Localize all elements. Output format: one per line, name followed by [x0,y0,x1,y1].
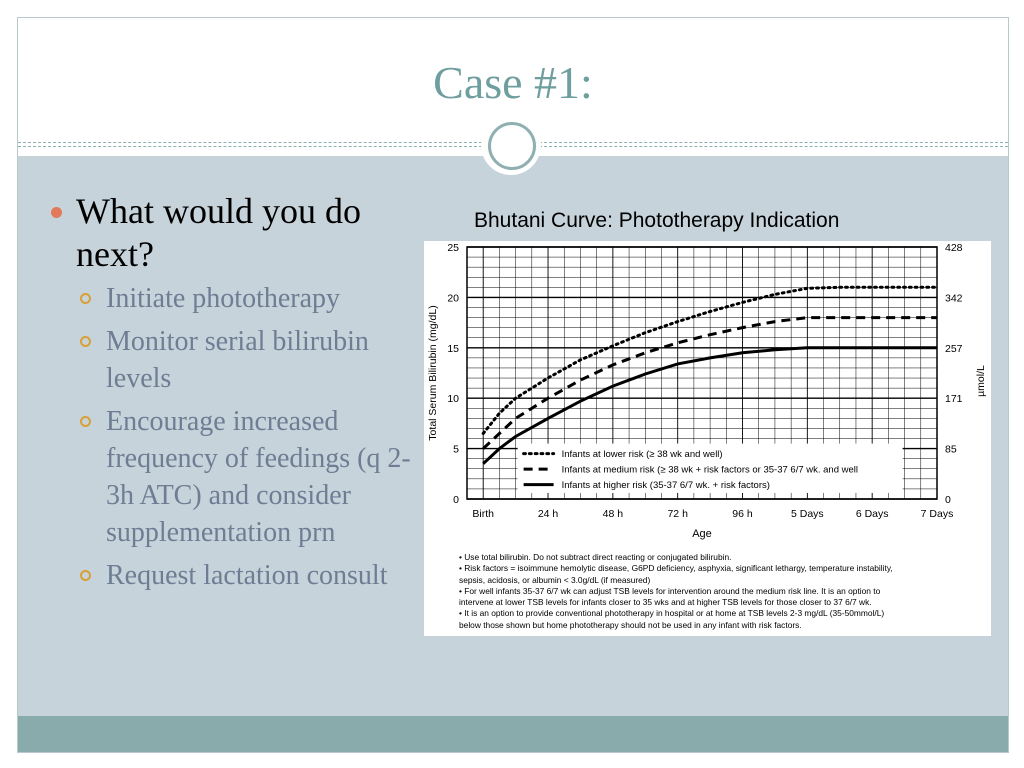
bullet-list [48,190,418,600]
y2-tick-label: 342 [945,292,963,305]
note-line: • It is an option to provide conventional phototherapy in hospital or at home at TSB levels 2-3 mg/dL (35-50mmol/L) [459,608,885,619]
note-line: sepsis, acidosis, or albumin < 3.0g/dL (if measured) [459,574,651,585]
bullet-dot-icon [51,207,62,218]
y2-tick-label: 85 [945,443,957,456]
sub-bullet [48,403,418,551]
sub-bullet-text: Monitor serial bilirubin levels [106,326,369,394]
y-tick-label: 25 [447,242,459,254]
y2-tick-label: 0 [945,494,951,506]
chart-caption: Bhutani Curve: Phototherapy Indication [474,209,840,232]
x-tick-label: 6 Days [855,508,889,520]
x-tick-label: 5 Days [791,508,824,520]
y2-tick-label: 257 [945,342,963,355]
footer-bar [18,716,1008,752]
sub-bullet [48,557,418,594]
y-tick-label: 10 [447,393,459,406]
sub-bullet-text: Request lactation consult [106,560,388,591]
ring-bullet-icon [80,293,91,304]
y-tick-label: 15 [447,342,459,355]
chart-notes [459,552,984,631]
note-line: • Use total bilirubin. Do not subtract direct reacting or conjugated bilirubin. [459,552,732,562]
note-line: • For well infants 35-37 6/7 wk can adjust TSB levels for intervention around the medium risk line. It is an option to [459,585,881,596]
main-bullet [48,190,418,276]
slide [17,17,1009,753]
note-line: • Risk factors = isoimmune hemolytic disease, G6PD deficiency, asphyxia, significant lethargy, temperature instability, [459,563,893,574]
y2-axis-label: µmol/L [975,365,987,397]
legend-label: Infants at lower risk (≥ 38 wk and well) [561,449,723,461]
note-line: below those shown but home phototherapy should not be used in any infant with risk factors. [459,619,802,630]
sub-bullet-text: Encourage increased frequency of feedings (q 2-3h ATC) and consider supplementation prn [106,406,411,548]
y-tick-label: 5 [453,443,459,456]
slide-title: Case #1: [433,57,593,108]
sub-bullet-list [48,280,418,594]
legend-label: Infants at higher risk (35-37 6/7 wk. + risk factors) [561,480,770,492]
sub-bullet [48,323,418,397]
x-tick-label: 24 h [537,508,559,520]
ring-bullet-icon [80,570,91,581]
y-tick-label: 20 [447,292,459,305]
x-tick-label: 48 h [602,508,624,520]
legend-label: Infants at medium risk (≥ 38 wk + risk factors or 35-37 6/7 wk. and well [561,464,859,476]
x-tick-label: 7 Days [920,508,954,520]
sub-bullet [48,280,418,317]
y-tick-label: 0 [453,494,459,506]
ring-bullet-icon [80,416,91,427]
main-bullet-text: What would you do next? [76,191,361,274]
sub-bullet-text: Initiate phototherapy [106,283,341,314]
y2-tick-label: 428 [945,242,963,254]
x-tick-label: 96 h [732,508,753,520]
x-tick-label: Birth [472,508,495,520]
y-axis-label: Total Serum Bilirubin (mg/dL) [427,305,439,441]
x-axis-label: Age [692,528,712,540]
circle-ornament-icon [488,122,536,170]
y2-tick-label: 171 [945,393,963,406]
chart-image [424,241,991,636]
ring-bullet-icon [80,336,91,347]
note-line: intervene at lower TSB levels for infants closer to 35 wks and at higher TSB levels for those closer to 37 6/7 wk. [459,597,872,608]
x-tick-label: 72 h [667,508,688,520]
